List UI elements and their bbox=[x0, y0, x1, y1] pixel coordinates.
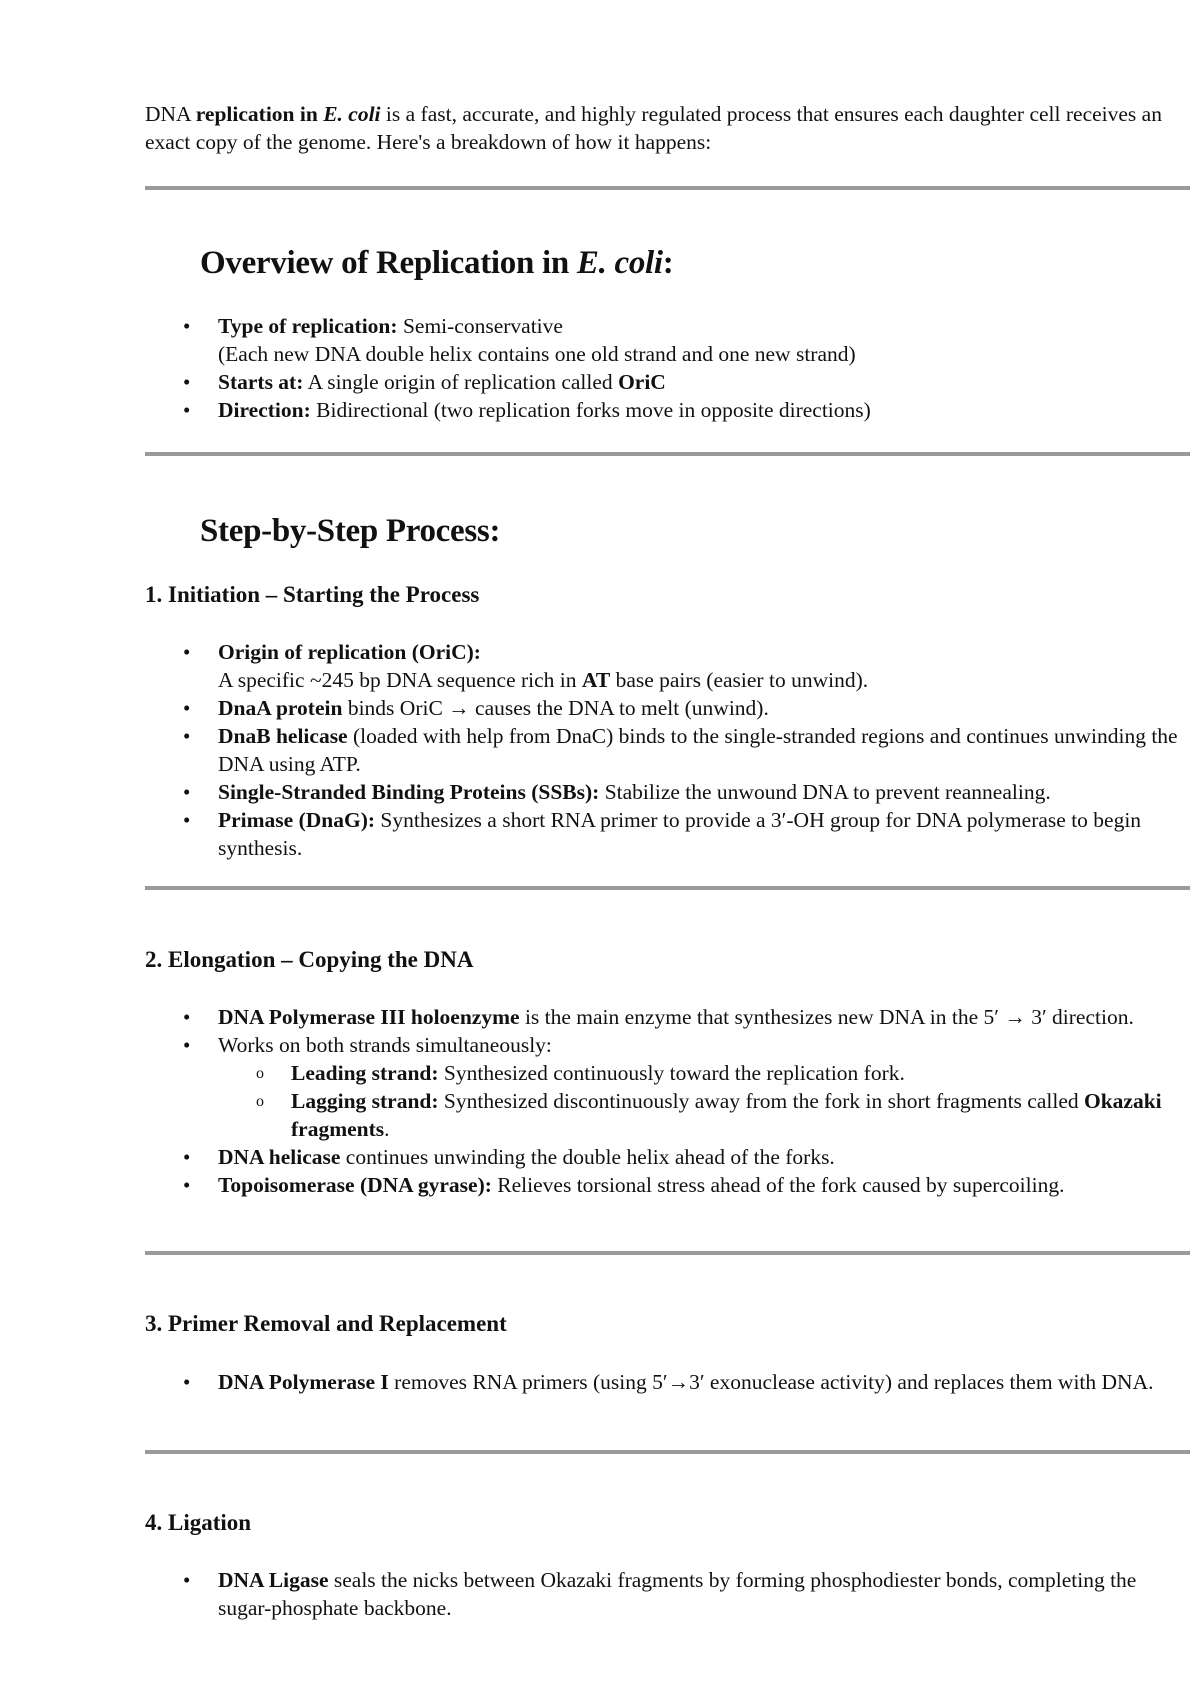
primer-heading: 3. Primer Removal and Replacement bbox=[145, 1311, 507, 1336]
list-item: • Works on both strands simultaneously: o Leading strand: Synthesized continuously toward the replication fork. o Lagging strand: Synthesized discontinuously away from the fork in short fragments called Okazaki fragments. bbox=[145, 1031, 1190, 1143]
overview-title: Overview of Replication in E. coli: bbox=[200, 245, 674, 281]
list-item: • Type of replication: Semi-conservative (Each new DNA double helix contains one old strand and one new strand) bbox=[145, 312, 1190, 368]
initiation-heading: 1. Initiation – Starting the Process bbox=[145, 582, 480, 607]
list-item: • Topoisomerase (DNA gyrase): Relieves torsional stress ahead of the fork caused by supercoiling. bbox=[145, 1171, 1190, 1199]
ligation-list bbox=[145, 1566, 1190, 1622]
divider bbox=[145, 1251, 1190, 1255]
sub-list-item: o Lagging strand: Synthesized discontinuously away from the fork in short fragments called Okazaki fragments. bbox=[218, 1087, 1190, 1143]
divider bbox=[145, 886, 1190, 890]
list-item: • Origin of replication (OriC): A specific ~245 bp DNA sequence rich in AT base pairs (easier to unwind). bbox=[145, 638, 1190, 694]
divider bbox=[145, 1450, 1190, 1454]
list-item: • DNA Ligase seals the nicks between Okazaki fragments by forming phosphodiester bonds, completing the sugar-phosphate backbone. bbox=[145, 1566, 1190, 1622]
list-item: • DnaA protein binds OriC → causes the DNA to melt (unwind). bbox=[145, 694, 1190, 722]
intro-paragraph bbox=[145, 100, 1190, 156]
intro-species: E. coli bbox=[323, 102, 381, 126]
overview-list bbox=[145, 312, 1190, 424]
initiation-list bbox=[145, 638, 1190, 862]
intro-bold: replication in bbox=[195, 102, 324, 126]
intro-text: DNA bbox=[145, 102, 196, 126]
divider bbox=[145, 452, 1190, 456]
list-item: • DNA Polymerase III holoenzyme is the main enzyme that synthesizes new DNA in the 5′ → 3′ direction. bbox=[145, 1003, 1190, 1031]
intro-text-rest: is a fast, accurate, and highly regulated process that ensures each daughter cell receives an exact copy of the genome. Here's a breakdown of how it happens: bbox=[145, 102, 1162, 154]
list-item: • Single-Stranded Binding Proteins (SSBs): Stabilize the unwound DNA to prevent reannealing. bbox=[145, 778, 1190, 806]
list-item: • Primase (DnaG): Synthesizes a short RNA primer to provide a 3′-OH group for DNA polymerase to begin synthesis. bbox=[145, 806, 1190, 862]
primer-list bbox=[145, 1368, 1190, 1396]
strand-sublist bbox=[218, 1059, 1190, 1143]
elongation-heading: 2. Elongation – Copying the DNA bbox=[145, 947, 474, 972]
process-title: Step-by-Step Process: bbox=[200, 513, 501, 549]
list-item: • DNA Polymerase I removes RNA primers (using 5′→3′ exonuclease activity) and replaces them with DNA. bbox=[145, 1368, 1190, 1396]
ligation-heading: 4. Ligation bbox=[145, 1510, 252, 1535]
list-item: • DNA helicase continues unwinding the double helix ahead of the forks. bbox=[145, 1143, 1190, 1171]
elongation-list bbox=[145, 1003, 1190, 1199]
list-item: • Starts at: A single origin of replication called OriC bbox=[145, 368, 1190, 396]
sub-list-item: o Leading strand: Synthesized continuously toward the replication fork. bbox=[218, 1059, 1190, 1087]
list-item: • Direction: Bidirectional (two replication forks move in opposite directions) bbox=[145, 396, 1190, 424]
divider bbox=[145, 186, 1190, 190]
list-item: • DnaB helicase (loaded with help from DnaC) binds to the single-stranded regions and continues unwinding the DNA using ATP. bbox=[145, 722, 1190, 778]
